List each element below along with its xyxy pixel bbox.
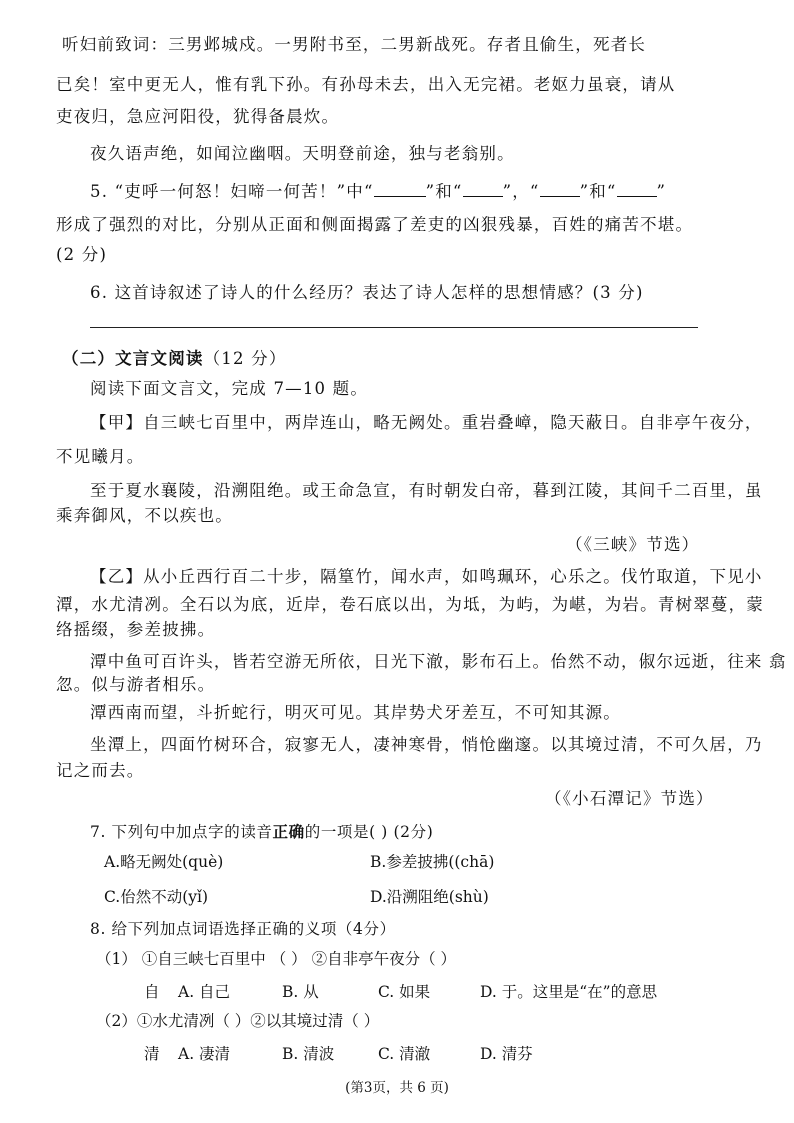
poem-line-1: 听妇前致词：三男邺城戍。一男附书至，二男新战死。存者且偷生，死者长 — [62, 35, 647, 54]
q5-blank-4[interactable] — [617, 180, 657, 197]
q7-option-d[interactable]: D.沿溯阻绝(shù) — [370, 888, 489, 906]
yi-p3: 潭西南而望，斗折蛇行，明灭可见。其岸势犬牙差互，不可知其源。 — [90, 703, 621, 722]
q5-line-2: 形成了强烈的对比，分别从正面和侧面揭露了差吏的凶狠残暴，百姓的痛苦不堪。 — [56, 215, 694, 234]
q8-sub-1: （1） ①自三峡七百里中 （ ） ②自非亭午夜分（ ） — [96, 950, 456, 968]
jia-p1-line-1: 【甲】自三峡七百里中，两岸连山，略无阙处。重岩叠嶂，隐天蔽日。自非亭午夜分， — [90, 413, 763, 432]
question-8: 8. 给下列加点词语选择正确的义项（4分） — [90, 920, 396, 938]
page-footer: (第3页，共 6 页) — [345, 1080, 449, 1096]
q8-sub-1-option-a[interactable]: A. 自己 — [178, 983, 231, 1001]
q8-sub-2-option-b[interactable]: B. 清波 — [282, 1045, 335, 1063]
q8-sub-2-option-c[interactable]: C. 清澈 — [378, 1045, 431, 1063]
section-2-score: （12 分） — [203, 349, 287, 368]
q8-sub-1-option-d[interactable]: D. 于。这里是“在”的意思 — [480, 983, 658, 1001]
q5-prefix: 5. “吏呼一何怒！妇啼一何苦！”中“ — [90, 182, 374, 201]
q8-sub-1-word: 自 — [144, 983, 160, 1001]
q8-sub-1-option-c[interactable]: C. 如果 — [378, 983, 431, 1001]
section-2-intro: 阅读下面文言文，完成 7—10 题。 — [90, 379, 369, 398]
q8-sub-2-option-d[interactable]: D. 清芬 — [480, 1045, 533, 1063]
jia-p2-line-2: 乘奔御风，不以疾也。 — [56, 506, 233, 525]
q5-mid1: ”和“ — [425, 182, 463, 201]
q5-blank-2[interactable] — [463, 180, 503, 197]
poem-line-4: 夜久语声绝，如闻泣幽咽。天明登前途，独与老翁别。 — [90, 144, 515, 163]
q6-answer-line[interactable] — [90, 327, 698, 328]
section-2-heading — [62, 348, 287, 370]
poem-line-3: 吏夜归，急应河阳役，犹得备晨炊。 — [56, 107, 340, 126]
q8-sub-2: （2）①水尤清冽（ ）②以其境过清（ ） — [96, 1012, 380, 1030]
q5-score: (2 分) — [56, 245, 108, 264]
yi-p1-line-2: 潭，水尤清冽。全石以为底，近岸，卷石底以出，为坻，为屿，为嵁，为岩。青树翠蔓，蒙 — [56, 595, 764, 614]
q5-blank-3[interactable] — [540, 180, 580, 197]
section-2-title: （二）文言文阅读 — [62, 349, 204, 368]
q7-stem-bold: 正确 — [272, 822, 305, 841]
question-5 — [90, 180, 666, 203]
question-6: 6. 这首诗叙述了诗人的什么经历？表达了诗人怎样的思想情感？(3 分) — [90, 283, 644, 302]
yi-p1-line-1: 【乙】从小丘西行百二十步，隔篁竹，闻水声，如鸣珮环，心乐之。伐竹取道，下见小 — [90, 567, 763, 586]
q8-sub-1-option-b[interactable]: B. 从 — [282, 983, 319, 1001]
q5-mid2: ”，“ — [502, 182, 540, 201]
q7-option-b[interactable]: B.参差披拂((chā) — [370, 853, 495, 871]
q8-sub-2-option-a[interactable]: A. 凄清 — [178, 1045, 231, 1063]
yi-p2-line-1: 潭中鱼可百许头，皆若空游无所依，日光下澈，影布石上。佁然不动，俶尔远逝，往来 翕 — [90, 652, 787, 671]
q8-sub-2-word: 清 — [144, 1045, 160, 1063]
jia-source: （《三峡》节选） — [566, 535, 700, 554]
yi-p1-line-3: 络摇缀，参差披拂。 — [56, 620, 216, 639]
yi-p2-line-2: 忽。似与游者相乐。 — [56, 675, 216, 694]
q7-stem-pre: 7. 下列句中加点字的读音 — [90, 823, 273, 841]
q5-mid3: ”和“ — [579, 182, 617, 201]
yi-p4-line-2: 记之而去。 — [56, 761, 145, 780]
poem-line-2: 已矣！室中更无人，惟有乳下孙。有孙母未去，出入无完裙。老妪力虽衰，请从 — [56, 75, 676, 94]
q5-blank-1[interactable] — [374, 180, 426, 197]
yi-source: （《小石潭记》节选） — [545, 789, 714, 808]
jia-p2-line-1: 至于夏水襄陵，沿溯阻绝。或王命急宣，有时朝发白帝，暮到江陵，其间千二百里，虽 — [90, 481, 763, 500]
question-7 — [90, 821, 433, 843]
q7-stem-post: 的一项是( ) (2分) — [304, 823, 434, 841]
q7-option-c[interactable]: C.佁然不动(yǐ) — [104, 888, 209, 906]
q7-option-a[interactable]: A.略无阙处(què) — [104, 853, 224, 871]
q5-end: ” — [656, 182, 667, 201]
jia-p1-line-2: 不见曦月。 — [56, 447, 145, 466]
yi-p4-line-1: 坐潭上，四面竹树环合，寂寥无人，凄神寒骨，悄怆幽邃。以其境过清，不可久居，乃 — [90, 735, 763, 754]
